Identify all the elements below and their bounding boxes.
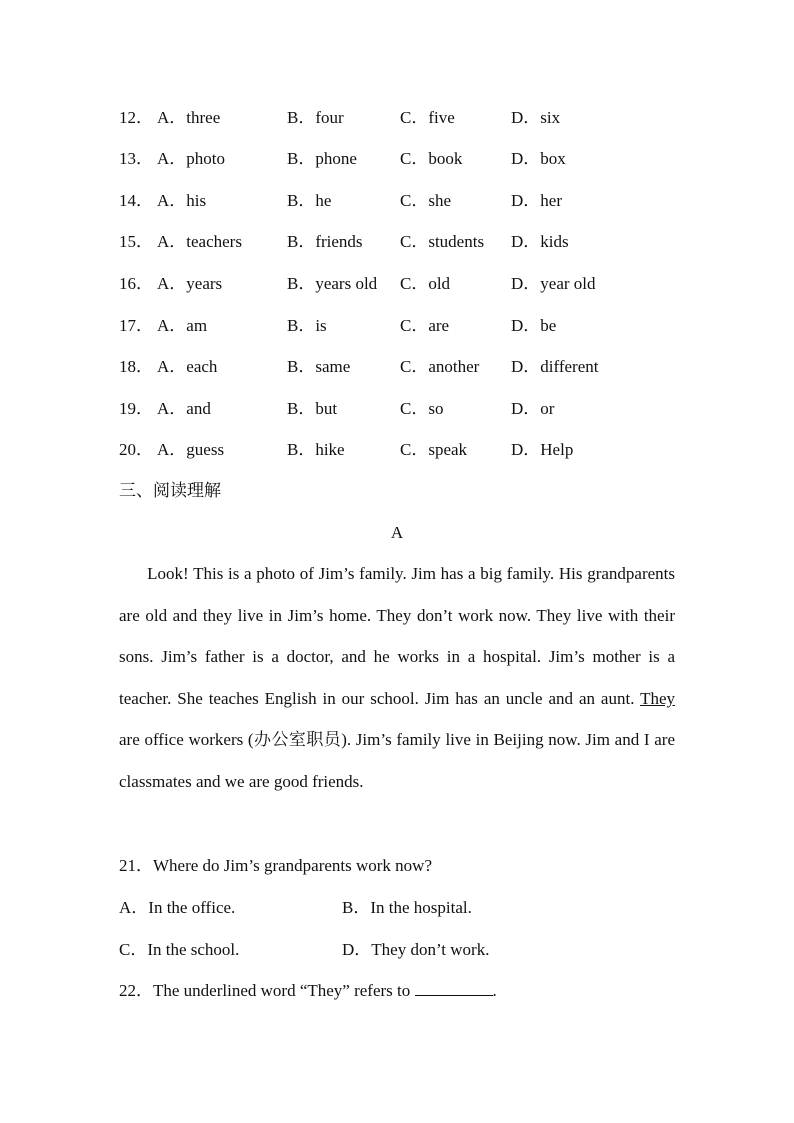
option-b: B．is — [287, 316, 327, 335]
option-c: C．speak — [400, 440, 468, 459]
option-d: D．different — [511, 357, 599, 376]
option-d: D．Help — [511, 440, 574, 459]
option-b: B．four — [287, 108, 344, 127]
option-b: B．years old — [287, 274, 378, 293]
q21-option-d: D．They don’t work. — [342, 940, 490, 959]
option-d: D．kids — [511, 232, 569, 251]
option-b: B．phone — [287, 149, 357, 168]
option-c: C．old — [400, 274, 451, 293]
reading-passage — [119, 553, 675, 803]
option-b: B．he — [287, 191, 332, 210]
question-number: 15． — [119, 232, 153, 251]
option-a: A．and — [157, 399, 211, 418]
question-number: 19． — [119, 399, 153, 418]
passage-indent — [119, 564, 147, 583]
option-d: D．her — [511, 191, 562, 210]
option-d: D．year old — [511, 274, 596, 293]
question-number: 13． — [119, 149, 153, 168]
q21-option-c: C．In the school. — [119, 940, 240, 959]
question-22 — [119, 980, 497, 1002]
option-c: C．students — [400, 232, 485, 251]
option-a: A．guess — [157, 440, 225, 459]
question-number: 14． — [119, 191, 153, 210]
question-number: 16． — [119, 274, 153, 293]
option-a: A．am — [157, 316, 208, 335]
option-a: A．photo — [157, 149, 225, 168]
passage-title: A — [390, 523, 404, 542]
passage-text-before: Look! This is a photo of Jim’s family. Jim has a big family. His grandparents are old and they live in Jim’s home. They don’t work now. They live with their sons. Jim’s father is a doctor, and he works in a hospital. Jim’s mother is a teacher. She teaches English in our school. Jim has an uncle and an aunt. — [119, 564, 675, 708]
option-d: D．six — [511, 108, 561, 127]
option-a: A．three — [157, 108, 221, 127]
q21-option-b: B．In the hospital. — [342, 898, 472, 917]
question-number: 20． — [119, 440, 153, 459]
option-b: B．hike — [287, 440, 345, 459]
option-a: A．years — [157, 274, 223, 293]
option-d: D．box — [511, 149, 566, 168]
question-21: 21．Where do Jim’s grandparents work now? — [119, 856, 433, 875]
q21-option-a: A．In the office. — [119, 898, 236, 917]
question-number: 12． — [119, 108, 153, 127]
option-b: B．same — [287, 357, 351, 376]
option-a: A．teachers — [157, 232, 242, 251]
answer-blank — [415, 981, 493, 996]
option-d: D．be — [511, 316, 557, 335]
option-a: A．each — [157, 357, 218, 376]
option-c: C．book — [400, 149, 463, 168]
question-22-text: 22．The underlined word “They” refers to — [119, 981, 411, 1000]
underlined-word: They — [640, 688, 675, 708]
option-c: C．she — [400, 191, 451, 210]
option-c: C．so — [400, 399, 444, 418]
question-22-end: . — [492, 981, 497, 1000]
section-title: 三、阅读理解 — [119, 481, 221, 501]
option-b: B．friends — [287, 232, 363, 251]
option-d: D．or — [511, 399, 555, 418]
passage-text-after: are office workers (办公室职员). Jim’s family live in Beijing now. Jim and I are classmates and we are good friends. — [119, 730, 675, 791]
question-number: 17． — [119, 316, 153, 335]
option-a: A．his — [157, 191, 207, 210]
option-b: B．but — [287, 399, 338, 418]
option-c: C．are — [400, 316, 450, 335]
question-number: 18． — [119, 357, 153, 376]
option-c: C．five — [400, 108, 455, 127]
option-c: C．another — [400, 357, 480, 376]
